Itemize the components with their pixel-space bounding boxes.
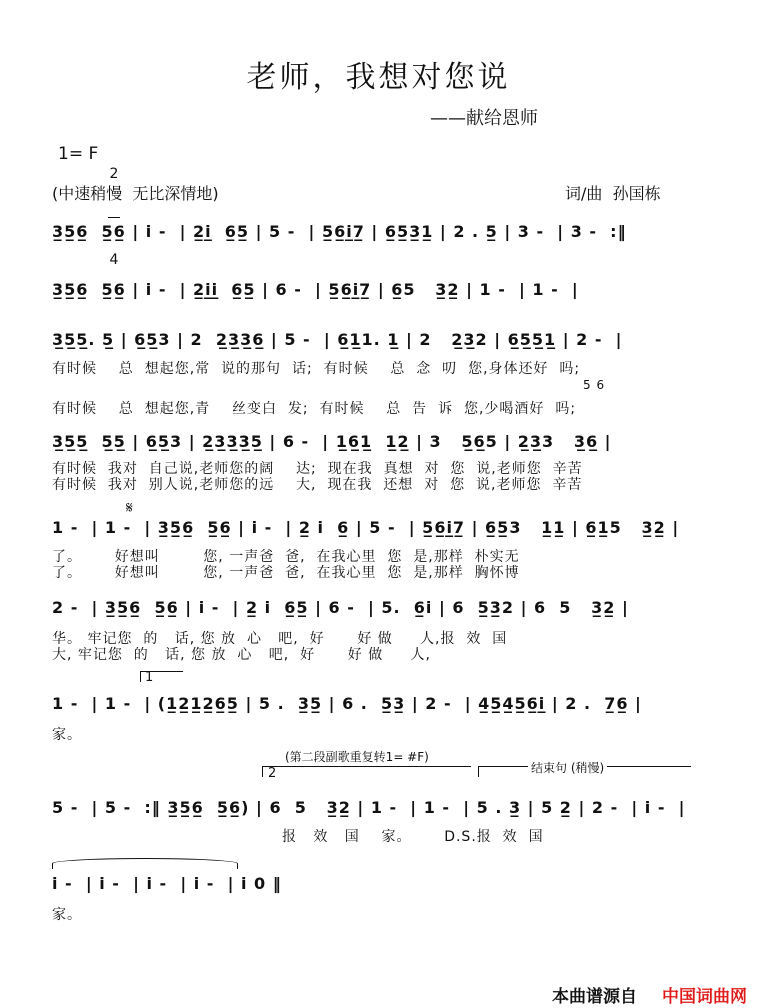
- meter-top: 2: [109, 166, 119, 182]
- notation-row-9: i - | i - | i - | i - | i 0 ‖: [52, 874, 282, 893]
- notation-row-5: 1 - | 1 - | 3̲5̲6̲ 5̲6̲ | i - | 2̲ i 6̲ | 5 - | 5̲6̲i̲7̲ | 6̲5̲3 1̲1̲ | 6̲1̲5 3̲2̲ |: [52, 518, 680, 537]
- notation-row-2: 3̲5̲6̲ 5̲6̲ | i - | 2̲i̲i̲ 6̲5̲ | 6 - | 5̲6̲i̲7̲ | 6̲5 3̲2̲ | 1 - | 1 - |: [52, 280, 579, 299]
- lyric-row-5a: 了。 好想叫 您, 一声爸 爸, 在我心里 您 是,那样 朴实无: [52, 549, 520, 565]
- song-subtitle: ——献给恩师: [430, 108, 538, 129]
- notation-row-7: 1 - | 1 - | (1̲2̲1̲2̲6̲5̲ | 5 . 3̲5̲ | 6 . 5̲3̲ | 2 - | 4̲5̲4̲5̲6̲i̲ | 2 . 7̲6̲ |: [52, 694, 642, 713]
- lyric-row-6b: 大, 牢记您 的 话, 您 放 心 吧, 好 好 做 人,: [52, 647, 431, 663]
- notation-row-4: 3̲5̲5̲ 5̲5̲ | 6̲5̲3 | 2̲3̲3̲3̲5̲ | 6 - | 1̲6̲1̲ 1̲2̲ | 3 5̲6̲5 | 2̲3̲3 3̲6̲ |: [52, 432, 612, 451]
- segno-sign: 𝄋: [126, 498, 133, 517]
- volta-2-instruction: (第二段副歌重复转1= #F): [285, 750, 429, 764]
- lyric-row-5b: 了。 好想叫 您, 一声爸 爸, 在我心里 您 是,那样 胸怀博: [52, 565, 520, 581]
- volta-2-label: 2: [268, 766, 277, 781]
- volta-1-label: 1: [145, 670, 154, 685]
- source-site-link[interactable]: 中国词曲网: [662, 987, 747, 1007]
- lyric-row-4b: 有时候 我对 别人说,老师您的远 大, 现在我 还想 对 您 说,老师您 辛苦: [52, 477, 583, 493]
- lyric-row-3a: 有时候 总 想起您,常 说的那句 话; 有时候 总 念 叨 您,身体还好 吗;: [52, 361, 581, 377]
- lyric-row-8: 报 效 国 家。 D.S.报 效 国: [282, 829, 544, 845]
- composer-credit: 词/曲 孙国栋: [565, 184, 661, 203]
- lyric-row-9: 家。: [52, 907, 82, 923]
- tempo-marking: (中速稍慢 无比深情地): [52, 184, 219, 203]
- volta-bracket-2: [262, 766, 471, 777]
- meter-bottom: 4: [109, 252, 119, 268]
- notation-row-3: 3̲5̲5̲. 5̲ | 6̲5̲3 | 2 2̲3̲3̲6̲ | 5 - | 6̲1̲1. 1̲ | 2 2̲3̲2 | 6̲5̲5̲1̲ | 2 - |: [52, 330, 623, 349]
- lyric-row-7: 家。: [52, 727, 82, 743]
- notation-row-6: 2 - | 3̲5̲6̲ 5̲6̲ | i - | 2̲ i 6̲5̲ | 6 - | 5. 6̲i | 6 5̲3̲2 | 6 5 3̲2̲ |: [52, 598, 629, 617]
- lyric-row-4a: 有时候 我对 自己说,老师您的阔 达; 现在我 真想 对 您 说,老师您 辛苦: [52, 461, 583, 477]
- source-label: 本曲谱源自: [552, 987, 637, 1007]
- time-signature: [108, 132, 120, 286]
- meter-divider: [108, 217, 120, 218]
- long-tie: [52, 858, 238, 869]
- notation-row-1: 3̲5̲6̲ 5̲6̲ | i - | 2̲i̲ 6̲5̲ | 5 - | 5̲6̲i̲7̲ | 6̲5̲3̲1̲ | 2 . 5̲ | 3 - | 3 - :‖: [52, 222, 627, 241]
- key-signature: 1= F: [58, 144, 99, 164]
- song-title: 老师，我想对您说: [246, 60, 511, 95]
- notation-row-8: 5 - | 5 - :‖ 3̲5̲6̲ 5̲6̲) | 6 5 3̲2̲ | 1 - | 1 - | 5 . 3̲ | 5 2̲ | 2 - | i - |: [52, 798, 686, 817]
- lyric-row-6a: 华。 牢记您 的 话, 您 放 心 吧, 好 好 做 人,报 效 国: [52, 631, 508, 647]
- lyric-row-3b: 有时候 总 想起您,青 丝变白 发; 有时候 总 告 诉 您,少喝酒好 吗;: [52, 401, 577, 417]
- ending-instruction: 结束句 (稍慢): [528, 759, 607, 776]
- alt-notes: 5 6: [583, 378, 606, 392]
